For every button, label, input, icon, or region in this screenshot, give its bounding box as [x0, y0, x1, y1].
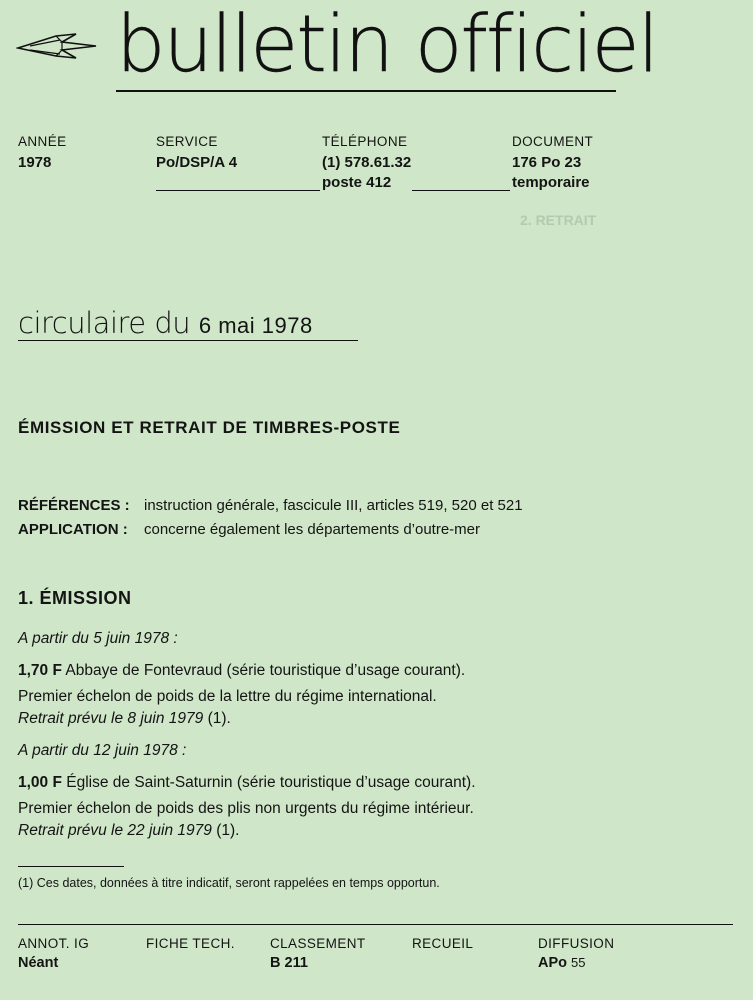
service-rule: [156, 190, 320, 191]
application-value: concerne également les départements d’outre-mer: [144, 521, 481, 538]
emission-block-2: [18, 740, 476, 842]
meta-telephone: [322, 134, 411, 193]
meta-annee: [18, 134, 67, 173]
classement-value: B 211: [270, 955, 308, 971]
annot-value: Néant: [18, 955, 59, 971]
emission-1-description: Abbaye de Fontevraud (série touristique d’usage courant).: [65, 662, 466, 679]
references-label: RÉFÉRENCES :: [18, 497, 130, 514]
emission-1-line1: [18, 660, 465, 682]
emission-1-note: (1).: [207, 710, 231, 727]
telephone-rule: [412, 190, 510, 191]
emission-1-retrait: Retrait prévu le 8 juin 1979: [18, 710, 204, 727]
emission-2-retrait: Retrait prévu le 22 juin 1979: [18, 822, 212, 839]
document-title: ÉMISSION ET RETRAIT DE TIMBRES-POSTE: [18, 418, 401, 437]
document-value: 176 Po 23: [512, 154, 582, 171]
emission-1-retrait-line: [18, 708, 465, 730]
ptt-bird-logo: [16, 26, 100, 66]
footer-annot: [18, 936, 89, 971]
emission-2-date: A partir du 12 juin 1978 :: [18, 742, 187, 759]
diffusion-value: APo: [538, 955, 567, 971]
footnote: (1) Ces dates, données à titre indicatif, seront rappelées en temps opportun.: [18, 876, 440, 890]
annot-label: ANNOT. IG: [18, 936, 90, 951]
classement-label: CLASSEMENT: [270, 936, 366, 951]
service-value: Po/DSP/A 4: [156, 154, 238, 171]
emission-2-retrait-line: [18, 820, 476, 842]
emission-2-note: (1).: [216, 822, 240, 839]
references-block: [18, 494, 523, 542]
annee-label: ANNÉE: [18, 134, 67, 149]
emission-1-date: A partir du 5 juin 1978 :: [18, 630, 178, 647]
application-label: APPLICATION :: [18, 521, 128, 538]
emission-2-line1: [18, 772, 476, 794]
footer-classement: [270, 936, 366, 971]
footer-fiche: [146, 936, 235, 955]
meta-service: [156, 134, 237, 173]
diffusion-label: DIFFUSION: [538, 936, 615, 951]
telephone-value: (1) 578.61.32: [322, 154, 412, 171]
footer-rule: [18, 924, 733, 925]
annee-value: 1978: [18, 154, 52, 171]
emission-1-line2: Premier échelon de poids de la lettre du régime international.: [18, 688, 437, 705]
circulaire-prefix: circulaire du: [18, 306, 191, 340]
references-value: instruction générale, fascicule III, articles 519, 520 et 521: [144, 497, 523, 514]
fiche-label: FICHE TECH.: [146, 936, 235, 951]
diffusion-count: 55: [571, 955, 586, 970]
service-label: SERVICE: [156, 134, 218, 149]
telephone-label: TÉLÉPHONE: [322, 134, 408, 149]
emission-2-line2: Premier échelon de poids des plis non urgents du régime intérieur.: [18, 800, 474, 817]
bleed-through-text: 2. RETRAIT: [520, 212, 597, 228]
masthead-rule: [116, 90, 616, 92]
emission-2-description: Église de Saint-Saturnin (série touristique d’usage courant).: [66, 774, 476, 791]
recueil-label: RECUEIL: [412, 936, 474, 951]
telephone-poste: poste 412: [322, 174, 392, 191]
footnote-rule: [18, 866, 124, 867]
meta-document: [512, 134, 593, 193]
circulaire-heading: [18, 306, 313, 340]
circulaire-date: 6 mai 1978: [198, 313, 313, 338]
emission-2-price: 1,00 F: [18, 774, 62, 791]
circulaire-rule: [18, 340, 358, 341]
document-status: temporaire: [512, 174, 590, 191]
document-label: DOCUMENT: [512, 134, 594, 149]
emission-1-price: 1,70 F: [18, 662, 62, 679]
footer-diffusion: [538, 936, 614, 971]
masthead-title: bulletin officiel: [116, 0, 658, 90]
emission-block-1: [18, 628, 465, 730]
diffusion-value-line: [538, 955, 614, 971]
section-heading-emission: 1. ÉMISSION: [18, 588, 132, 608]
footer-recueil: [412, 936, 473, 955]
